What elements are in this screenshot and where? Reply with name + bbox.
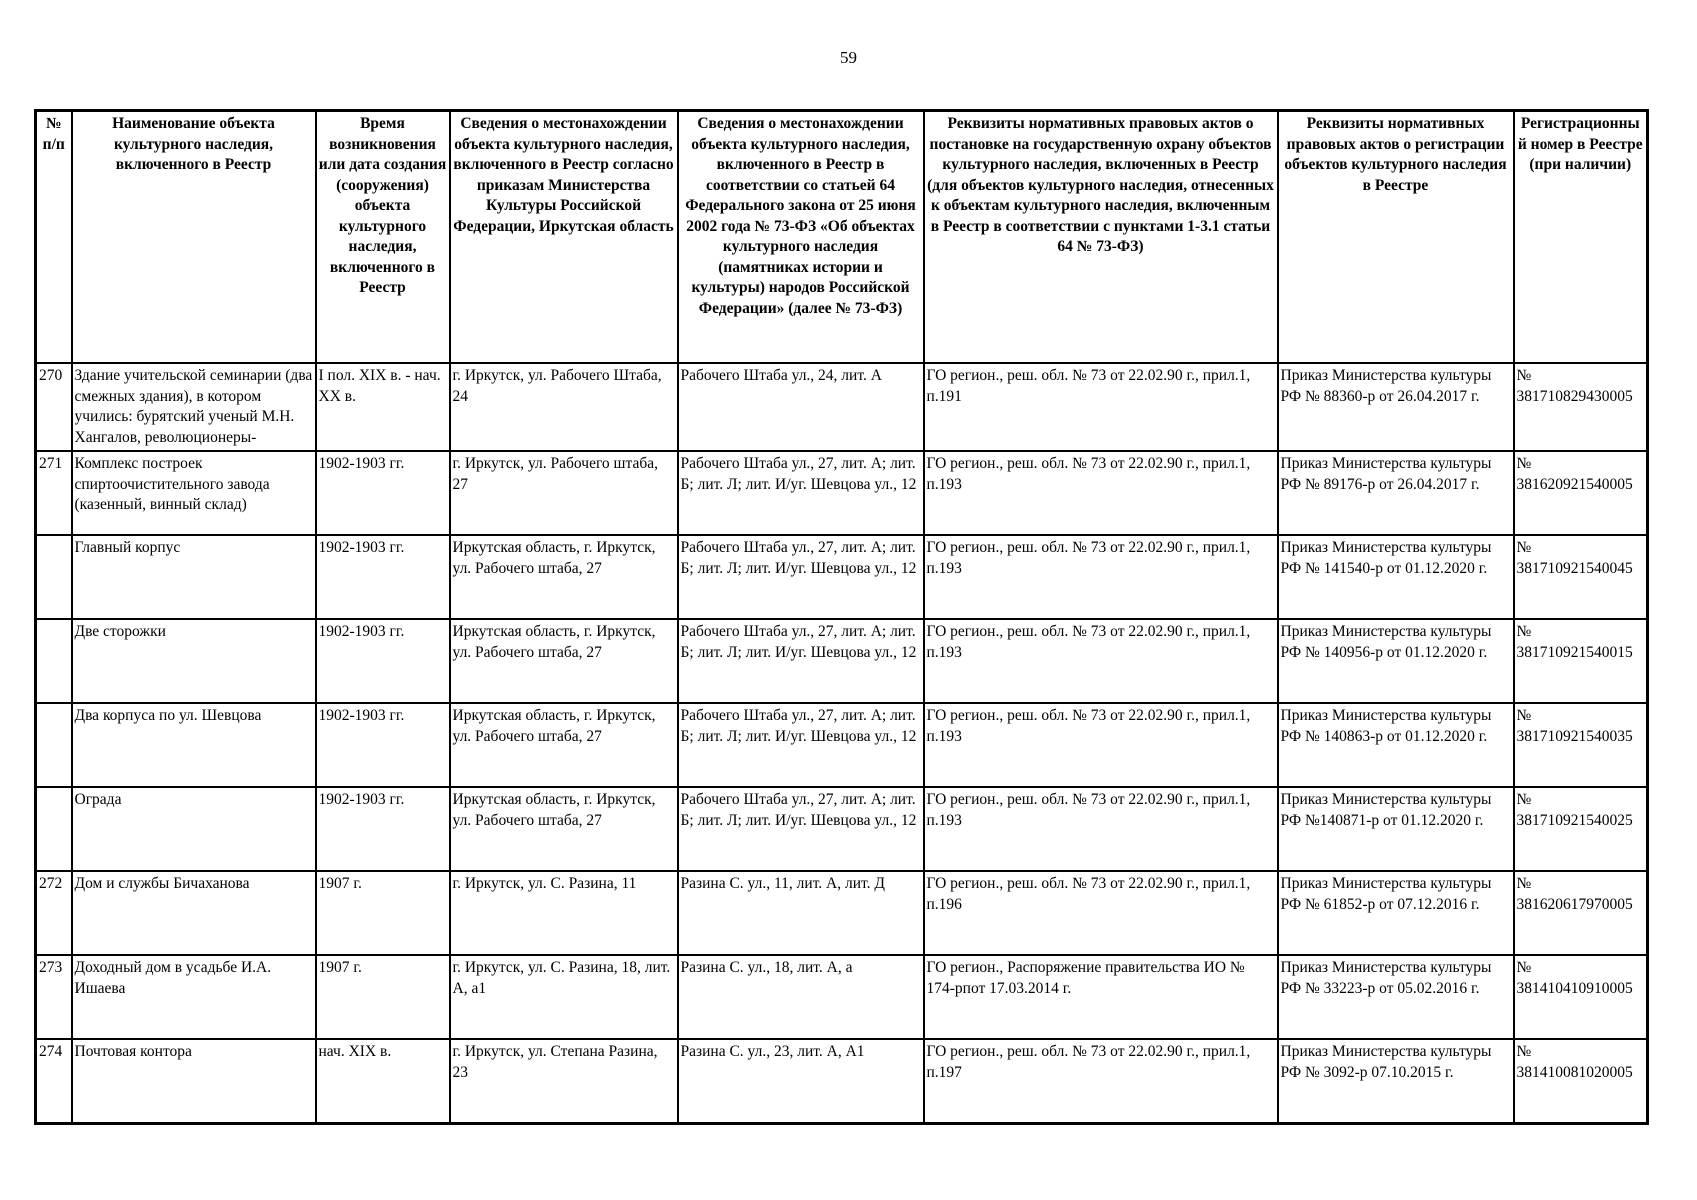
registration-act: Приказ Министерства культуры РФ № 88360-р от 26.04.2017 г. xyxy=(1278,363,1514,451)
table-row xyxy=(36,451,1648,535)
creation-date: нач. XIX в. xyxy=(316,1039,450,1124)
registration-number: № 381710921540035 xyxy=(1514,703,1648,787)
location-by-order: г. Иркутск, ул. С. Разина, 11 xyxy=(450,871,678,955)
object-name: Почтовая контора xyxy=(72,1039,316,1124)
creation-date: 1907 г. xyxy=(316,871,450,955)
row-number: 271 xyxy=(36,451,72,535)
registration-number: № 381710921540015 xyxy=(1514,619,1648,703)
location-by-law: Рабочего Штаба ул., 27, лит. А; лит. Б; лит. Л; лит. И/уг. Шевцова ул., 12 xyxy=(678,535,924,619)
protection-act: ГО регион., реш. обл. № 73 от 22.02.90 г., прил.1, п.193 xyxy=(924,703,1278,787)
registration-number: № 381710829430005 xyxy=(1514,363,1648,451)
header-creation-date: Время возникновения или дата создания (сооружения) объекта культурного наследия, включенного в Реестр xyxy=(316,111,450,364)
table-header-row xyxy=(36,111,1648,364)
location-by-law: Рабочего Штаба ул., 27, лит. А; лит. Б; лит. Л; лит. И/уг. Шевцова ул., 12 xyxy=(678,787,924,871)
registration-act: Приказ Министерства культуры РФ № 89176-р от 26.04.2017 г. xyxy=(1278,451,1514,535)
location-by-order: г. Иркутск, ул. Рабочего штаба, 27 xyxy=(450,451,678,535)
table-row xyxy=(36,1039,1648,1124)
page-number: 59 xyxy=(840,48,857,67)
row-number: 272 xyxy=(36,871,72,955)
registration-number: № 381710921540025 xyxy=(1514,787,1648,871)
creation-date: 1902-1903 гг. xyxy=(316,619,450,703)
header-protection-acts: Реквизиты нормативных правовых актов о постановке на государственную охрану объектов культурного наследия, включенных в Реестр (для объектов культурного наследия, отнесенных к объектам культурного наследия, включенным в Реестр в соответствии с пунктами 1-3.1 статьи 64 № 73-ФЗ) xyxy=(924,111,1278,364)
object-name: Доходный дом в усадьбе И.А. Ишаева xyxy=(72,955,316,1039)
registration-number: № 381410410910005 xyxy=(1514,955,1648,1039)
registration-act: Приказ Министерства культуры РФ № 33223-р от 05.02.2016 г. xyxy=(1278,955,1514,1039)
location-by-order: Иркутская область, г. Иркутск, ул. Рабочего штаба, 27 xyxy=(450,787,678,871)
row-number: 273 xyxy=(36,955,72,1039)
registration-act: Приказ Министерства культуры РФ № 3092-р 07.10.2015 г. xyxy=(1278,1039,1514,1124)
row-number xyxy=(36,619,72,703)
header-object-name: Наименование объекта культурного наследия, включенного в Реестр xyxy=(72,111,316,364)
protection-act: ГО регион., Распоряжение правительства ИО № 174-рпот 17.03.2014 г. xyxy=(924,955,1278,1039)
object-name: Две сторожки xyxy=(72,619,316,703)
table-row xyxy=(36,703,1648,787)
header-location-by-order: Сведения о местонахождении объекта культурного наследия, включенного в Реестр согласно приказам Министерства Культуры Российской Федерации, Иркутская область xyxy=(450,111,678,364)
header-location-by-law: Сведения о местонахождении объекта культурного наследия, включенного в Реестр в соответствии со статьей 64 Федерального закона от 25 июня 2002 года № 73-ФЗ «Об объектах культурного наследия (памятниках истории и культуры) народов Российской Федерации» (далее № 73-ФЗ) xyxy=(678,111,924,364)
row-number xyxy=(36,787,72,871)
registration-act: Приказ Министерства культуры РФ № 140863-р от 01.12.2020 г. xyxy=(1278,703,1514,787)
registration-number: № 381620617970005 xyxy=(1514,871,1648,955)
protection-act: ГО регион., реш. обл. № 73 от 22.02.90 г., прил.1, п.191 xyxy=(924,363,1278,451)
location-by-law: Разина С. ул., 18, лит. А, а xyxy=(678,955,924,1039)
row-number: 270 xyxy=(36,363,72,451)
registration-act: Приказ Министерства культуры РФ № 140956-р от 01.12.2020 г. xyxy=(1278,619,1514,703)
object-name: Дом и службы Бичаханова xyxy=(72,871,316,955)
protection-act: ГО регион., реш. обл. № 73 от 22.02.90 г., прил.1, п.196 xyxy=(924,871,1278,955)
location-by-order: г. Иркутск, ул. Степана Разина, 23 xyxy=(450,1039,678,1124)
protection-act: ГО регион., реш. обл. № 73 от 22.02.90 г., прил.1, п.197 xyxy=(924,1039,1278,1124)
header-registration-acts: Реквизиты нормативных правовых актов о регистрации объектов культурного наследия в Реестре xyxy=(1278,111,1514,364)
protection-act: ГО регион., реш. обл. № 73 от 22.02.90 г., прил.1, п.193 xyxy=(924,535,1278,619)
heritage-registry-table xyxy=(34,109,1649,1125)
creation-date: 1902-1903 гг. xyxy=(316,451,450,535)
table-row xyxy=(36,363,1648,451)
row-number xyxy=(36,703,72,787)
creation-date: 1907 г. xyxy=(316,955,450,1039)
table-row xyxy=(36,871,1648,955)
table-row xyxy=(36,535,1648,619)
registration-number: № 381620921540005 xyxy=(1514,451,1648,535)
protection-act: ГО регион., реш. обл. № 73 от 22.02.90 г., прил.1, п.193 xyxy=(924,787,1278,871)
location-by-law: Рабочего Штаба ул., 27, лит. А; лит. Б; лит. Л; лит. И/уг. Шевцова ул., 12 xyxy=(678,619,924,703)
location-by-law: Разина С. ул., 23, лит. А, А1 xyxy=(678,1039,924,1124)
object-name: Ограда xyxy=(72,787,316,871)
location-by-order: Иркутская область, г. Иркутск, ул. Рабочего штаба, 27 xyxy=(450,535,678,619)
registration-act: Приказ Министерства культуры РФ №140871-р от 01.12.2020 г. xyxy=(1278,787,1514,871)
table-row xyxy=(36,787,1648,871)
creation-date: 1902-1903 гг. xyxy=(316,703,450,787)
table-row xyxy=(36,955,1648,1039)
location-by-law: Рабочего Штаба ул., 24, лит. А xyxy=(678,363,924,451)
location-by-order: г. Иркутск, ул. Рабочего Штаба, 24 xyxy=(450,363,678,451)
registration-number: № 381410081020005 xyxy=(1514,1039,1648,1124)
protection-act: ГО регион., реш. обл. № 73 от 22.02.90 г., прил.1, п.193 xyxy=(924,451,1278,535)
object-name: Два корпуса по ул. Шевцова xyxy=(72,703,316,787)
location-by-law: Рабочего Штаба ул., 27, лит. А; лит. Б; лит. Л; лит. И/уг. Шевцова ул., 12 xyxy=(678,703,924,787)
registration-act: Приказ Министерства культуры РФ № 61852-р от 07.12.2016 г. xyxy=(1278,871,1514,955)
row-number: 274 xyxy=(36,1039,72,1124)
object-name xyxy=(72,363,316,451)
creation-date: I пол. XIX в. - нач. XX в. xyxy=(316,363,450,451)
registration-number: № 381710921540045 xyxy=(1514,535,1648,619)
location-by-order: г. Иркутск, ул. С. Разина, 18, лит. А, а1 xyxy=(450,955,678,1039)
header-registration-number: Регистрационный номер в Реестре (при наличии) xyxy=(1514,111,1648,364)
object-name: Комплекс построек спиртоочистительного завода (казенный, винный склад) xyxy=(72,451,316,535)
location-by-law: Разина С. ул., 11, лит. А, лит. Д xyxy=(678,871,924,955)
row-number xyxy=(36,535,72,619)
location-by-law: Рабочего Штаба ул., 27, лит. А; лит. Б; лит. Л; лит. И/уг. Шевцова ул., 12 xyxy=(678,451,924,535)
location-by-order: Иркутская область, г. Иркутск, ул. Рабочего штаба, 27 xyxy=(450,619,678,703)
object-name: Главный корпус xyxy=(72,535,316,619)
registration-act: Приказ Министерства культуры РФ № 141540-р от 01.12.2020 г. xyxy=(1278,535,1514,619)
creation-date: 1902-1903 гг. xyxy=(316,787,450,871)
creation-date: 1902-1903 гг. xyxy=(316,535,450,619)
table-row xyxy=(36,619,1648,703)
object-name-text: Здание учительской семинарии (два смежных здания), в котором учились: бурятский ученый М.Н. Хангалов, революционеры- xyxy=(74,367,313,446)
header-number: № п/п xyxy=(36,111,72,364)
location-by-order: Иркутская область, г. Иркутск, ул. Рабочего штаба, 27 xyxy=(450,703,678,787)
protection-act: ГО регион., реш. обл. № 73 от 22.02.90 г., прил.1, п.193 xyxy=(924,619,1278,703)
